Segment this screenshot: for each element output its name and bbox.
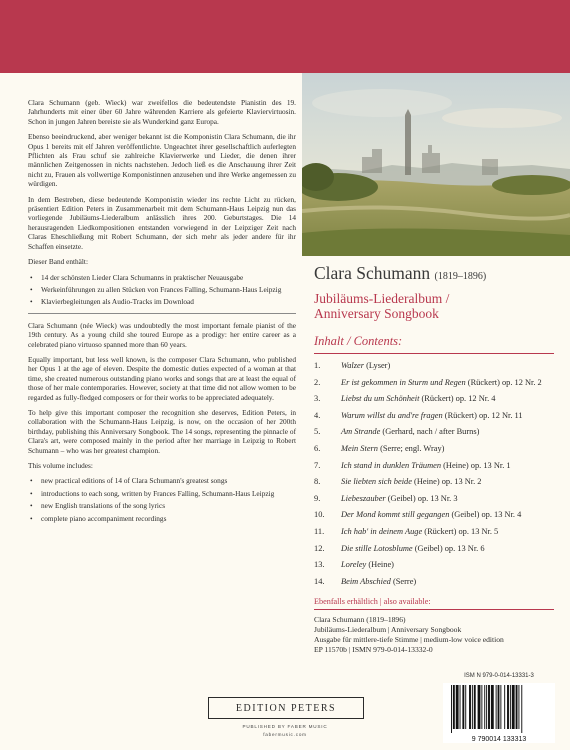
barcode-bar bbox=[500, 685, 501, 729]
song-number: 3. bbox=[314, 394, 321, 404]
song-list bbox=[314, 361, 562, 587]
song-number: 4. bbox=[314, 410, 321, 420]
barcode-bar bbox=[462, 685, 464, 729]
also-available-line: Ausgabe für mittlere-tiefe Stimme | medium-low voice edition bbox=[314, 635, 504, 645]
song-title: Loreley bbox=[341, 560, 367, 570]
song-details: (Lyser) bbox=[363, 361, 391, 370]
english-contents-lead: This volume includes: bbox=[28, 461, 93, 470]
logo-text: EDITION PETERS bbox=[235, 702, 337, 714]
barcode-digits: 9 790014 133313 bbox=[471, 736, 527, 743]
barcode-bar bbox=[521, 685, 522, 733]
barcode-bar bbox=[488, 685, 490, 729]
also-available-line: EP 11570b | ISMN 979-0-014-13332-0 bbox=[314, 645, 433, 655]
song-item bbox=[314, 577, 562, 588]
composer-name: Clara Schumann bbox=[314, 263, 431, 283]
also-available-line: Jubiläums-Liederalbum | Anniversary Songbook bbox=[314, 625, 462, 635]
german-paragraph: Clara Schumann (geb. Wieck) war zweifellos die bedeutendste Pianistin des 19. Jahrhunderts mit einer über 60 Jahre währenden Karriere als gefeierte Klaviervirtuosin. Schon in jungen Jahren bereiste sie als Wunderkind ganz Europa. bbox=[28, 98, 296, 126]
song-item bbox=[314, 461, 562, 472]
barcode-bar bbox=[481, 685, 482, 729]
barcode-bar bbox=[518, 685, 519, 729]
song-title: Am Strande bbox=[341, 427, 381, 437]
german-paragraph: Ebenso beeindruckend, aber weniger bekannt ist die Komponistin Clara Schumann, die ihr Opus 1 bereits mit elf Jahren veröffentlichte. Ungeachtet ihrer gesellschaftlich auferlegten Pflichten als Frau schuf sie zahlreiche Klavierwerke und Lieder, die denen ihrer männlichen Zeitgenossen in nichts nachstehen. Jedoch ließ es die Anschauung ihrer Zeit nicht zu, Frauen als vollwertige Komponistinnen anzusehen und ihre Werke angemessen zu würdigen. bbox=[28, 132, 296, 189]
song-title: Walzer bbox=[341, 361, 364, 370]
barcode-bar bbox=[516, 685, 518, 729]
song-item bbox=[314, 510, 562, 521]
song-number: 9. bbox=[314, 493, 321, 503]
album-subtitle bbox=[314, 291, 562, 321]
english-description bbox=[28, 321, 296, 523]
song-item bbox=[314, 411, 562, 422]
contents-column bbox=[314, 263, 562, 655]
song-number: 14. bbox=[314, 576, 325, 586]
barcode-bar bbox=[498, 685, 500, 729]
song-title: Der Mond kommt still gegangen bbox=[341, 510, 450, 520]
german-description bbox=[28, 98, 296, 307]
barcode-bar bbox=[486, 685, 487, 729]
song-title: Warum willst du and're fragen bbox=[341, 410, 443, 420]
song-details: (Rückert) op. 12 Nr. 2 bbox=[465, 377, 542, 387]
barcode-bar bbox=[496, 685, 497, 729]
leipzig-landscape-painting bbox=[302, 73, 570, 256]
song-item bbox=[314, 444, 562, 455]
contents-heading: Inhalt / Contents: bbox=[314, 334, 403, 348]
also-available-line: Clara Schumann (1819–1896) bbox=[314, 615, 406, 625]
subtitle-line: Jubiläums-Liederalbum / bbox=[314, 291, 450, 306]
also-available-info bbox=[314, 615, 562, 655]
subtitle-line: Anniversary Songbook bbox=[314, 306, 439, 321]
song-details: (Geibel) op. 13 Nr. 6 bbox=[412, 543, 485, 553]
song-details: (Geibel) op. 13 Nr. 4 bbox=[449, 510, 522, 520]
also-available-rule bbox=[314, 609, 554, 610]
song-number: 13. bbox=[314, 560, 325, 570]
publisher-line: PUBLISHED BY FABER MUSIC bbox=[242, 724, 328, 729]
english-paragraph: Equally important, but less well known, is the composer Clara Schumann, who published her Opus 1 at the age of eleven. Despite the domestic duties expected of a woman at that time, she created numerous outstanding piano works and songs that are at least the equal of those of her male contemporaries. However, society at that time did not allow women to be regarded as fully-fledged composers or for their works to be appreciated adequately. bbox=[28, 354, 296, 402]
english-paragraph: Clara Schumann (née Wieck) was undoubtedly the most important female pianist of the 19th century. As a young child she toured Europe as a prodigy: her entire career as a celebrated piano virtuoso spanned more than 60 years. bbox=[28, 320, 296, 349]
barcode-bar bbox=[472, 685, 473, 729]
barcode-bar bbox=[510, 685, 511, 729]
song-number: 12. bbox=[314, 543, 325, 553]
list-item: • complete piano accompaniment recordings bbox=[28, 514, 296, 523]
song-item bbox=[314, 544, 562, 555]
song-item bbox=[314, 494, 562, 505]
barcode-bar bbox=[474, 685, 476, 729]
also-available-heading: Ebenfalls erhältlich | also available: bbox=[314, 597, 431, 607]
contents-rule bbox=[314, 353, 554, 354]
song-number: 2. bbox=[314, 377, 321, 387]
song-number: 6. bbox=[314, 443, 321, 453]
song-details: (Serre; engl. Wray) bbox=[377, 443, 445, 453]
list-item: • Werkeinführungen zu allen Stücken von Frances Falling, Schumann-Haus Leipzig bbox=[28, 285, 296, 294]
song-number: 5. bbox=[314, 427, 321, 437]
song-number: 11. bbox=[314, 526, 325, 536]
song-details: (Heine) op. 13 Nr. 1 bbox=[441, 460, 511, 470]
song-title: Die stille Lotosblume bbox=[341, 543, 413, 553]
barcode-bar bbox=[453, 685, 455, 729]
barcode-bar bbox=[460, 685, 461, 729]
song-details: (Rückert) op. 12 Nr. 4 bbox=[419, 394, 496, 404]
song-title: Liebst du um Schönheit bbox=[341, 394, 420, 404]
edition-peters-logo bbox=[208, 697, 364, 719]
list-item: • new practical editions of 14 of Clara Schumann's greatest songs bbox=[28, 476, 296, 485]
list-item: • new English translations of the song lyrics bbox=[28, 501, 296, 510]
german-paragraph: In dem Bestreben, diese bedeutende Komponistin wieder ins rechte Licht zu rücken, präsentiert Edition Peters in Zusammenarbeit mit dem Schumann-Haus Leipzig nun das vorliegende Jubiläums-Liederalbum anlässlich ihres 200. Geburtstages. Die 14 herausragenden Liedkompositionen entstanden vorwiegend in der Leipziger Zeit nach Claras Eheschließung mit Robert Schumann, der sich mehr als jeder andere für ihr Schaffen einsetzte. bbox=[28, 194, 296, 251]
barcode-bar bbox=[507, 685, 509, 729]
song-details: (Gerhard, nach / after Burns) bbox=[380, 427, 480, 437]
barcode-bar bbox=[465, 685, 466, 729]
barcode-bar bbox=[451, 685, 452, 733]
barcode-bar bbox=[478, 685, 481, 729]
song-title: Liebeszauber bbox=[341, 493, 386, 503]
song-title: Ich stand in dunklen Träumen bbox=[341, 460, 442, 470]
english-bullet-list bbox=[28, 476, 296, 523]
barcode-bar bbox=[484, 685, 485, 729]
song-item bbox=[314, 527, 562, 538]
song-number: 10. bbox=[314, 510, 325, 520]
barcode bbox=[443, 683, 555, 743]
song-details: (Heine) bbox=[366, 560, 394, 570]
german-contents-lead: Dieser Band enthält: bbox=[28, 257, 88, 267]
song-item bbox=[314, 477, 562, 488]
song-title: Beim Abschied bbox=[341, 576, 391, 586]
song-title: Sie liebten sich beide bbox=[341, 477, 412, 487]
song-item bbox=[314, 560, 562, 571]
list-item: • introductions to each song, written by Frances Falling, Schumann-Haus Leipzig bbox=[28, 489, 296, 498]
german-bullet-list bbox=[28, 273, 296, 307]
song-number: 7. bbox=[314, 460, 321, 470]
ismn-label: ISM N 979-0-014-13331-3 bbox=[464, 673, 534, 679]
song-details: (Serre) bbox=[390, 576, 417, 586]
barcode-bar bbox=[456, 685, 459, 729]
song-title: Mein Stern bbox=[341, 443, 378, 453]
song-item bbox=[314, 427, 562, 438]
song-item bbox=[314, 361, 562, 372]
barcode-bar bbox=[469, 685, 471, 729]
composer-title bbox=[314, 263, 562, 287]
barcode-bar bbox=[512, 685, 515, 729]
english-paragraph: To help give this important composer the recognition she deserves, Edition Peters, in collaboration with the Schumann-Haus Leipzig, is now, on the occasion of her 200th birthday, publishing this Anniversary Songbook. The 14 songs, representing the pinnacle of Clara's art, were composed mainly in the period after her marriage in Leipzig to Robert Schumann – who was her greatest champion. bbox=[28, 407, 296, 455]
song-number: 1. bbox=[314, 361, 321, 370]
list-item: • 14 der schönsten Lieder Clara Schumanns in praktischer Neuausgabe bbox=[28, 273, 296, 282]
barcode-bar bbox=[491, 685, 494, 729]
list-item: • Klavierbegleitungen als Audio-Tracks im Download bbox=[28, 297, 296, 306]
song-title: Er ist gekommen in Sturm und Regen bbox=[341, 377, 466, 387]
song-title: Ich hab' in deinem Auge bbox=[341, 526, 423, 536]
top-color-band bbox=[0, 0, 570, 73]
song-item bbox=[314, 378, 562, 389]
description-column bbox=[28, 98, 296, 529]
song-details: (Geibel) op. 13 Nr. 3 bbox=[385, 493, 458, 503]
composer-years: (1819–1896) bbox=[434, 271, 487, 282]
song-number: 8. bbox=[314, 477, 321, 487]
song-details: (Rückert) op. 13 Nr. 5 bbox=[422, 526, 499, 536]
publisher-info bbox=[200, 723, 370, 739]
song-details: (Heine) op. 13 Nr. 2 bbox=[411, 477, 482, 487]
language-divider bbox=[28, 313, 296, 314]
song-details: (Rückert) op. 12 Nr. 11 bbox=[442, 410, 523, 420]
publisher-url: fabermusic.com bbox=[263, 732, 307, 737]
barcode-bar bbox=[504, 685, 505, 729]
song-item bbox=[314, 394, 562, 405]
